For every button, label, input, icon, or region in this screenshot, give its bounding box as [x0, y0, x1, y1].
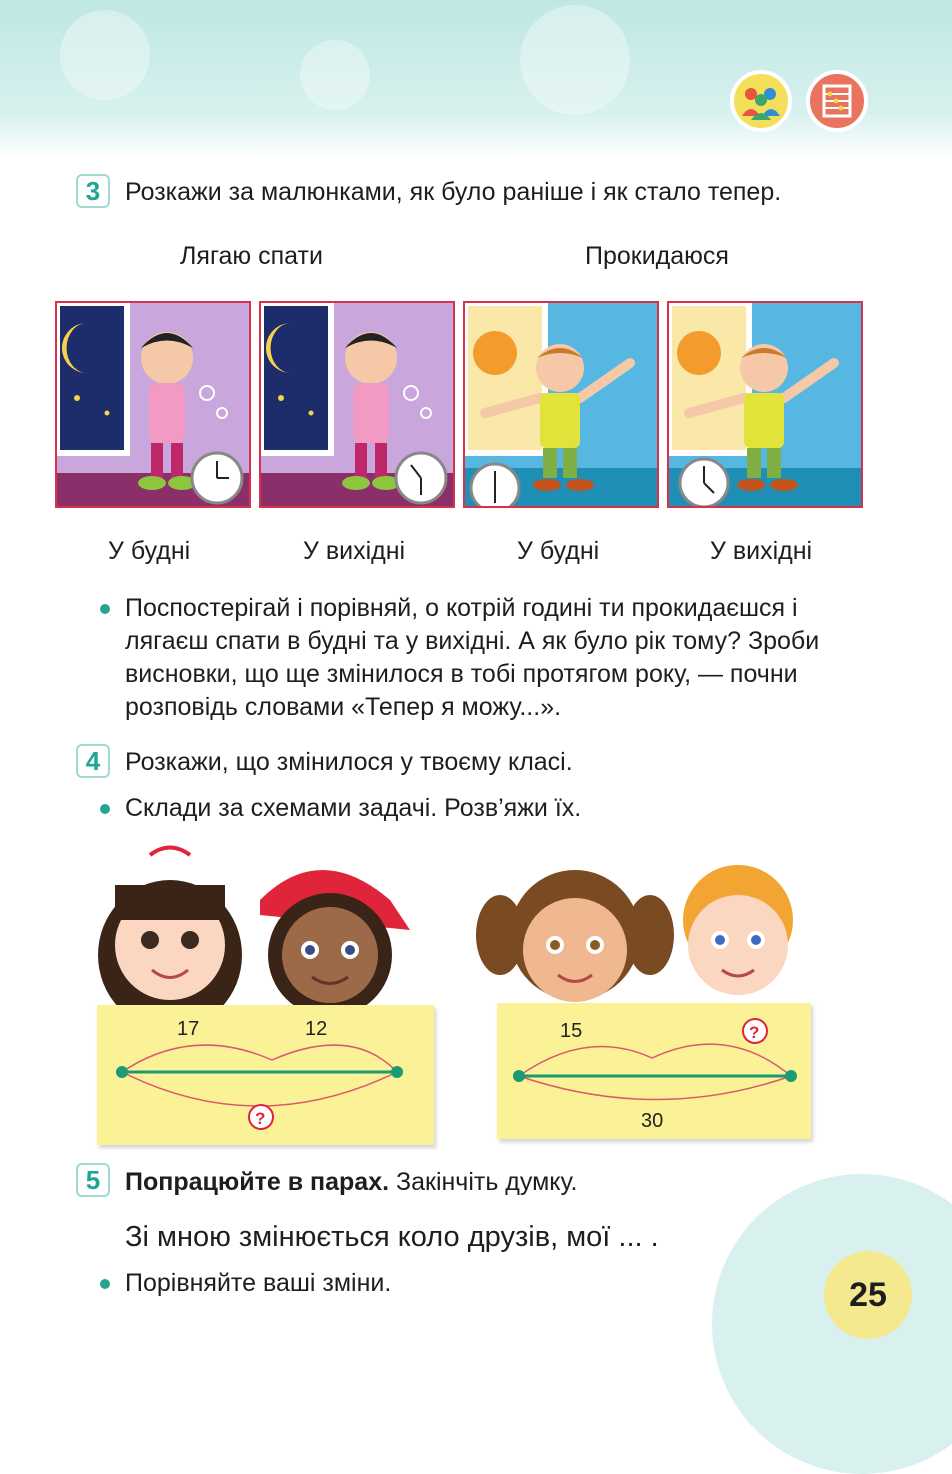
caption-weekend: У вихідні: [303, 537, 406, 565]
scheme-part-a: 17: [177, 1018, 200, 1040]
task-instruction: [125, 1166, 577, 1199]
bullet-text-line: Поспостерігай і порівняй, о котрій годині ти прокидаєшся і: [125, 592, 798, 625]
bullet-text-line: лягаєш спати в будні та у вихідні. А як було рік тому? Зроби: [125, 627, 820, 655]
task-instruction: Розкажи за малюнками, як було раніше і як стало тепер.: [125, 178, 782, 206]
picture-sleep-weekend: [259, 301, 455, 508]
picture-wake-weekend: [667, 301, 863, 508]
bullet-text: Склади за схемами задачі. Розв’яжи їх.: [125, 792, 581, 825]
caption-weekday: У будні: [517, 537, 600, 565]
caption-weekday: У будні: [108, 537, 191, 565]
task-number: 4: [76, 744, 110, 778]
task-instruction-bold: Попрацюйте в парах.: [125, 1168, 390, 1196]
scheme-board: [97, 1005, 434, 1145]
task-number: 3: [76, 174, 110, 208]
corner-decor: [712, 1174, 952, 1474]
bullet-text-line: розповідь словами «Тепер я можу...».: [125, 693, 562, 721]
bullet-text: Порівняйте ваші зміни.: [125, 1267, 391, 1300]
bullet-text-line: висновки, що ще змінилося в тобі протягом року, — почни: [125, 660, 798, 688]
sentence-to-complete: Зі мною змінюється коло друзів, мої ... .: [125, 1221, 659, 1253]
scheme-board: [497, 1003, 811, 1139]
abacus-icon: [806, 70, 868, 132]
label-waking-up: Прокидаюся: [585, 242, 729, 270]
children-illustration-right: [470, 840, 810, 1030]
page-number: 25: [824, 1251, 912, 1339]
task-number: 5: [76, 1163, 110, 1197]
label-going-to-sleep: Лягаю спати: [180, 242, 323, 270]
scheme-part-a: 15: [560, 1020, 583, 1042]
decor-bubble: [60, 10, 150, 100]
scheme-unknown: ?: [749, 1023, 760, 1042]
picture-sleep-weekday: [55, 301, 251, 508]
group-work-icon: [730, 70, 792, 132]
children-illustration-left: [90, 835, 430, 1025]
scheme-total: 30: [641, 1110, 664, 1132]
decor-bubble: [300, 40, 370, 110]
scheme-unknown: ?: [255, 1109, 266, 1128]
task-instruction: Розкажи, що змінилося у твоєму класі.: [125, 748, 573, 776]
decor-bubble: [520, 5, 630, 115]
task-instruction-rest: Закінчіть думку.: [396, 1168, 578, 1196]
caption-weekend: У вихідні: [710, 537, 813, 565]
scheme-part-b: 12: [305, 1018, 328, 1040]
picture-wake-weekday: [463, 301, 659, 508]
